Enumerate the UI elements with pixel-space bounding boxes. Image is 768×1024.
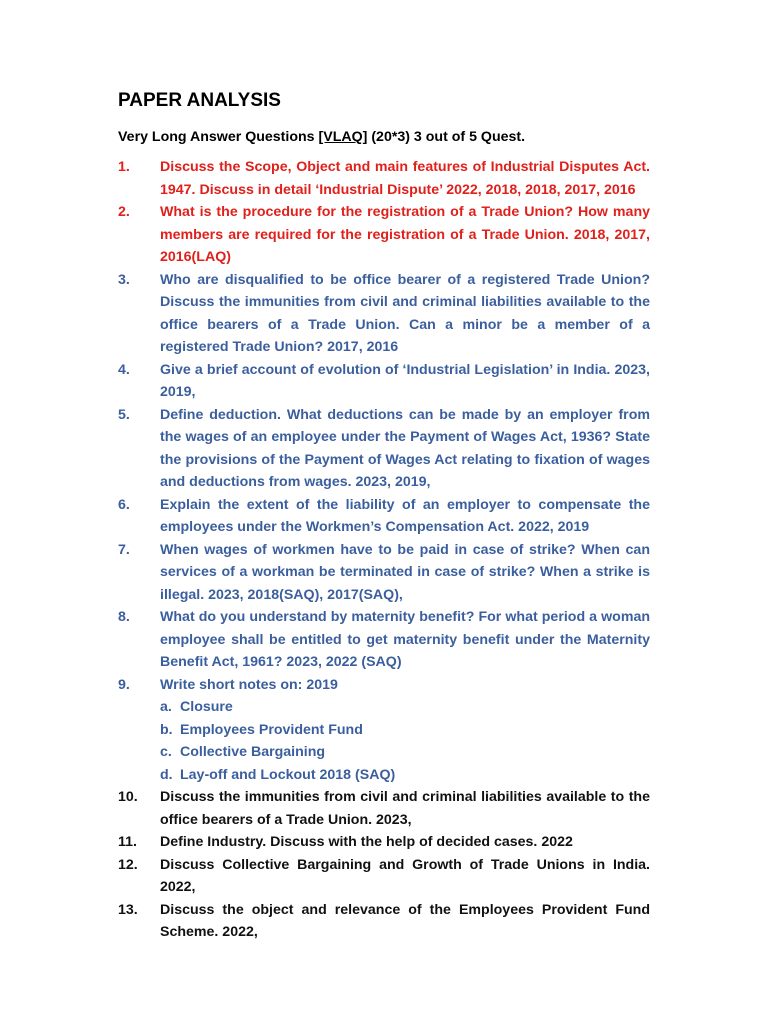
question-text: When wages of workmen have to be paid in case of strike? When can services of a workman be terminated in case of strike? When a strike is illegal. 2023, 2018(SAQ), 2017(SAQ), [160,541,650,603]
short-note-item [160,719,768,742]
question-item [0,404,768,494]
short-note-text: Collective Bargaining [180,744,326,760]
question-item [0,539,768,607]
question-number: 3. [118,271,130,288]
question-text: Discuss the immunities from civil and criminal liabilities available to the office bearers of a Trade Union. 2023, [160,789,650,828]
short-note-text: Employees Provident Fund [180,721,363,738]
short-note-item [160,741,768,764]
question-text: Discuss Collective Bargaining and Growth of Trade Unions in India. 2022, [160,856,650,895]
question-item [0,854,768,899]
question-number: 13. [118,901,138,918]
question-item [0,269,768,359]
question-number: 6. [118,496,130,513]
question-text: Write short notes on: 2019 [160,676,338,693]
question-number: 10. [118,789,138,805]
question-item [0,831,768,854]
question-number: 5. [118,406,130,423]
short-note-item [160,696,768,719]
question-text: Who are disqualified to be office bearer of a registered Trade Union? Discuss the immunities from civil and criminal liabilities available to the office bearers of a Trade Union. Can a minor be a member of a registered Trade Union? 2017, 2016 [160,271,650,355]
question-text: What is the procedure for the registration of a Trade Union? How many members are required for the registration of a Trade Union. 2018, 2017, 2016(LAQ) [160,204,650,265]
subtitle-prefix: Very Long Answer Questions [118,129,319,145]
short-note-text: Lay-off and Lockout 2018 (SAQ) [180,766,396,783]
question-list [0,156,768,944]
question-item [0,606,768,674]
question-text: Discuss the Scope, Object and main features of Industrial Disputes Act. 1947. Discuss in detail ‘Industrial Dispute’ 2022, 2018, 2018, 2017, 2016 [160,159,650,198]
question-number: 2. [118,204,130,220]
short-note-text: Closure [180,699,233,715]
question-number: 9. [118,676,130,693]
short-note-letter: c. [160,744,172,760]
short-note-letter: d. [160,766,173,783]
question-number: 12. [118,856,138,873]
question-item [0,899,768,944]
question-item [0,786,768,831]
question-text: Define Industry. Discuss with the help of decided cases. 2022 [160,834,573,850]
question-number: 1. [118,159,130,175]
subtitle [118,129,525,145]
question-item [0,674,768,787]
question-item [0,201,768,269]
subtitle-suffix: (20*3) 3 out of 5 Quest. [367,129,526,145]
question-text: Define deduction. What deductions can be made by an employer from the wages of an employee under the Payment of Wages Act, 1936? State the provisions of the Payment of Wages Act relating to fixation of wages and deductions from wages. 2023, 2019, [160,406,650,490]
question-number: 4. [118,361,130,378]
question-text: Explain the extent of the liability of an employer to compensate the employees under the Workmen’s Compensation Act. 2022, 2019 [160,496,650,535]
question-text: What do you understand by maternity benefit? For what period a woman employee shall be entitled to get maternity benefit under the Maternity Benefit Act, 1961? 2023, 2022 (SAQ) [160,609,650,670]
short-note-item [160,764,768,787]
question-text: Give a brief account of evolution of ‘Industrial Legislation’ in India. 2023, 2019, [160,361,650,400]
short-note-letter: a. [160,699,172,715]
question-item [0,494,768,539]
question-item [0,359,768,404]
question-item [0,156,768,201]
short-notes-list [0,696,768,786]
page-title: PAPER ANALYSIS [118,90,281,111]
short-note-letter: b. [160,721,173,738]
question-number: 11. [118,834,137,850]
subtitle-vlaq: [VLAQ] [318,129,368,145]
question-number: 7. [118,541,130,558]
question-number: 8. [118,609,130,625]
question-text: Discuss the object and relevance of the Employees Provident Fund Scheme. 2022, [160,901,650,940]
